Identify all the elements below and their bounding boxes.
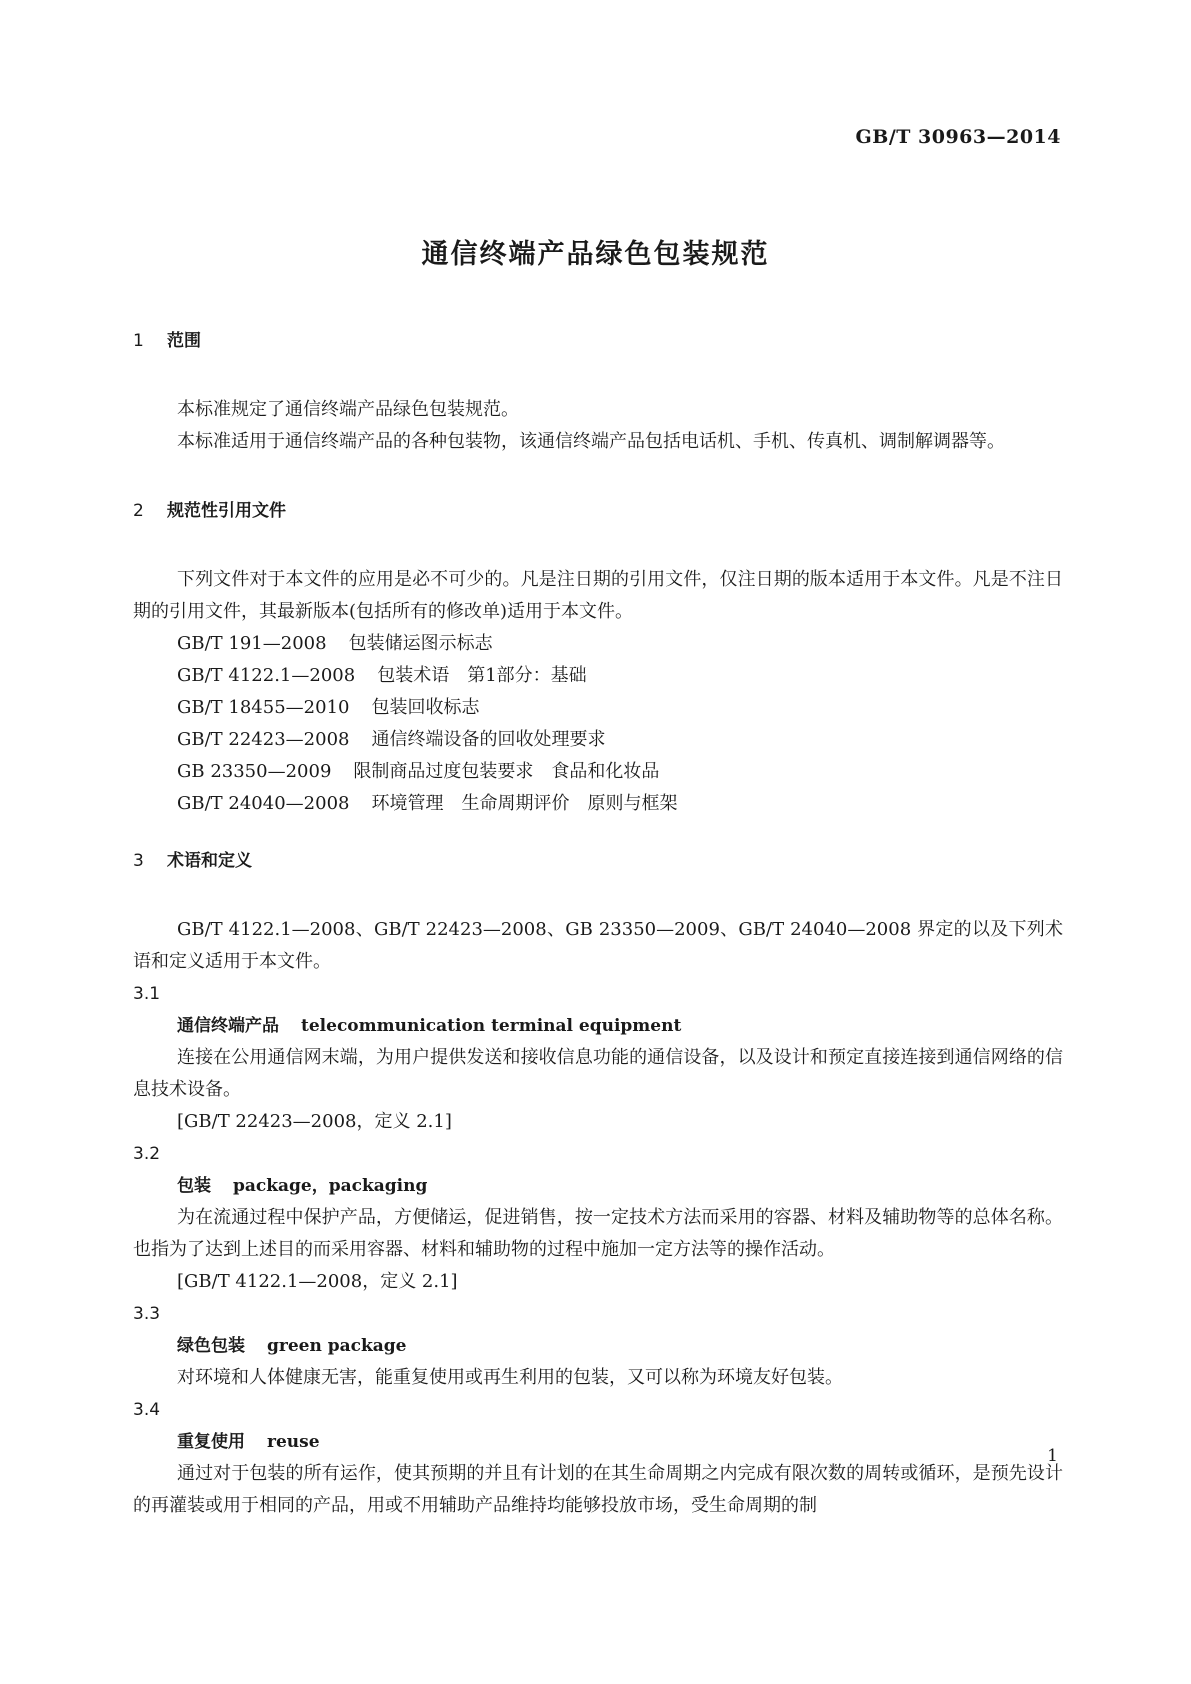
reference-code: GB/T 18455—2010 xyxy=(177,697,350,718)
reference-title: 包装回收标志 xyxy=(371,697,480,718)
document-title: 通信终端产品绿色包装规范 xyxy=(421,239,770,270)
term-zh: 重复使用 xyxy=(177,1432,245,1452)
reference-code: GB/T 4122.1—2008 xyxy=(177,665,356,686)
section-number: 2 xyxy=(133,501,144,521)
term-heading xyxy=(133,1170,1063,1202)
paragraph: 本标准规定了通信终端产品绿色包装规范。 xyxy=(177,399,519,420)
reference-title: 包装储运图示标志 xyxy=(348,633,493,654)
term-en: reuse xyxy=(267,1432,320,1452)
reference-title: 环境管理 生命周期评价 原则与框架 xyxy=(371,793,678,814)
term-en: package，packaging xyxy=(233,1176,428,1196)
section-heading-scope xyxy=(133,328,1063,354)
page-number: 1 xyxy=(1047,1446,1058,1466)
term-number: 3.3 xyxy=(133,1304,161,1324)
reference-item xyxy=(133,756,1063,788)
reference-item xyxy=(133,660,1063,692)
section-number: 1 xyxy=(133,331,144,351)
reference-title: 包装术语 第1部分：基础 xyxy=(377,665,587,686)
term-en: telecommunication terminal equipment xyxy=(301,1016,682,1036)
term-zh: 通信终端产品 xyxy=(177,1016,279,1036)
reference-item xyxy=(133,724,1063,756)
term-zh: 绿色包装 xyxy=(177,1336,245,1356)
term-definition: 对环境和人体健康无害，能重复使用或再生利用的包装，又可以称为环境友好包装。 xyxy=(177,1367,843,1388)
paragraph: GB/T 4122.1—2008、GB/T 22423—2008、GB 23350—2009、GB/T 24040—2008 界定的以及下列术语和定义适用于本文件。 xyxy=(133,919,1063,972)
section-title: 范围 xyxy=(167,331,201,351)
term-source: [GB/T 22423—2008，定义 2.1] xyxy=(177,1111,452,1132)
section-number: 3 xyxy=(133,851,144,871)
term-zh: 包装 xyxy=(177,1176,211,1196)
term-source: [GB/T 4122.1—2008，定义 2.1] xyxy=(177,1271,458,1292)
term-definition: 连接在公用通信网末端，为用户提供发送和接收信息功能的通信设备，以及设计和预定直接连接到通信网络的信息技术设备。 xyxy=(133,1047,1063,1100)
section-heading-normative-references xyxy=(133,498,1063,524)
term-definition: 为在流通过程中保护产品，方便储运，促进销售，按一定技术方法而采用的容器、材料及辅助物等的总体名称。也指为了达到上述目的而采用容器、材料和辅助物的过程中施加一定方法等的操作活动。 xyxy=(133,1207,1063,1260)
term-heading xyxy=(133,1330,1063,1362)
term-heading xyxy=(133,1426,1063,1458)
reference-code: GB/T 24040—2008 xyxy=(177,793,350,814)
reference-item xyxy=(133,628,1063,660)
document-body xyxy=(133,328,1063,1522)
term-number: 3.1 xyxy=(133,984,161,1004)
term-number: 3.2 xyxy=(133,1144,161,1164)
term-number: 3.4 xyxy=(133,1400,161,1420)
reference-title: 限制商品过度包装要求 食品和化妆品 xyxy=(353,761,660,782)
term-definition: 通过对于包装的所有运作，使其预期的并且有计划的在其生命周期之内完成有限次数的周转或循环，是预先设计的再灌装或用于相同的产品，用或不用辅助产品维持均能够投放市场，受生命周期的制 xyxy=(133,1463,1063,1516)
term-heading xyxy=(133,1010,1063,1042)
paragraph: 本标准适用于通信终端产品的各种包装物，该通信终端产品包括电话机、手机、传真机、调制解调器等。 xyxy=(177,431,1005,452)
paragraph: 下列文件对于本文件的应用是必不可少的。凡是注日期的引用文件，仅注日期的版本适用于本文件。凡是不注日期的引用文件，其最新版本(包括所有的修改单)适用于本文件。 xyxy=(133,569,1063,622)
reference-code: GB 23350—2009 xyxy=(177,761,332,782)
standard-code: GB/T 30963—2014 xyxy=(855,126,1061,148)
section-title: 规范性引用文件 xyxy=(167,501,286,521)
reference-title: 通信终端设备的回收处理要求 xyxy=(371,729,606,750)
term-en: green package xyxy=(267,1336,407,1356)
section-heading-terms-definitions xyxy=(133,848,1063,874)
reference-code: GB/T 22423—2008 xyxy=(177,729,350,750)
section-title: 术语和定义 xyxy=(167,851,252,871)
reference-item xyxy=(133,788,1063,820)
reference-code: GB/T 191—2008 xyxy=(177,633,327,654)
reference-item xyxy=(133,692,1063,724)
